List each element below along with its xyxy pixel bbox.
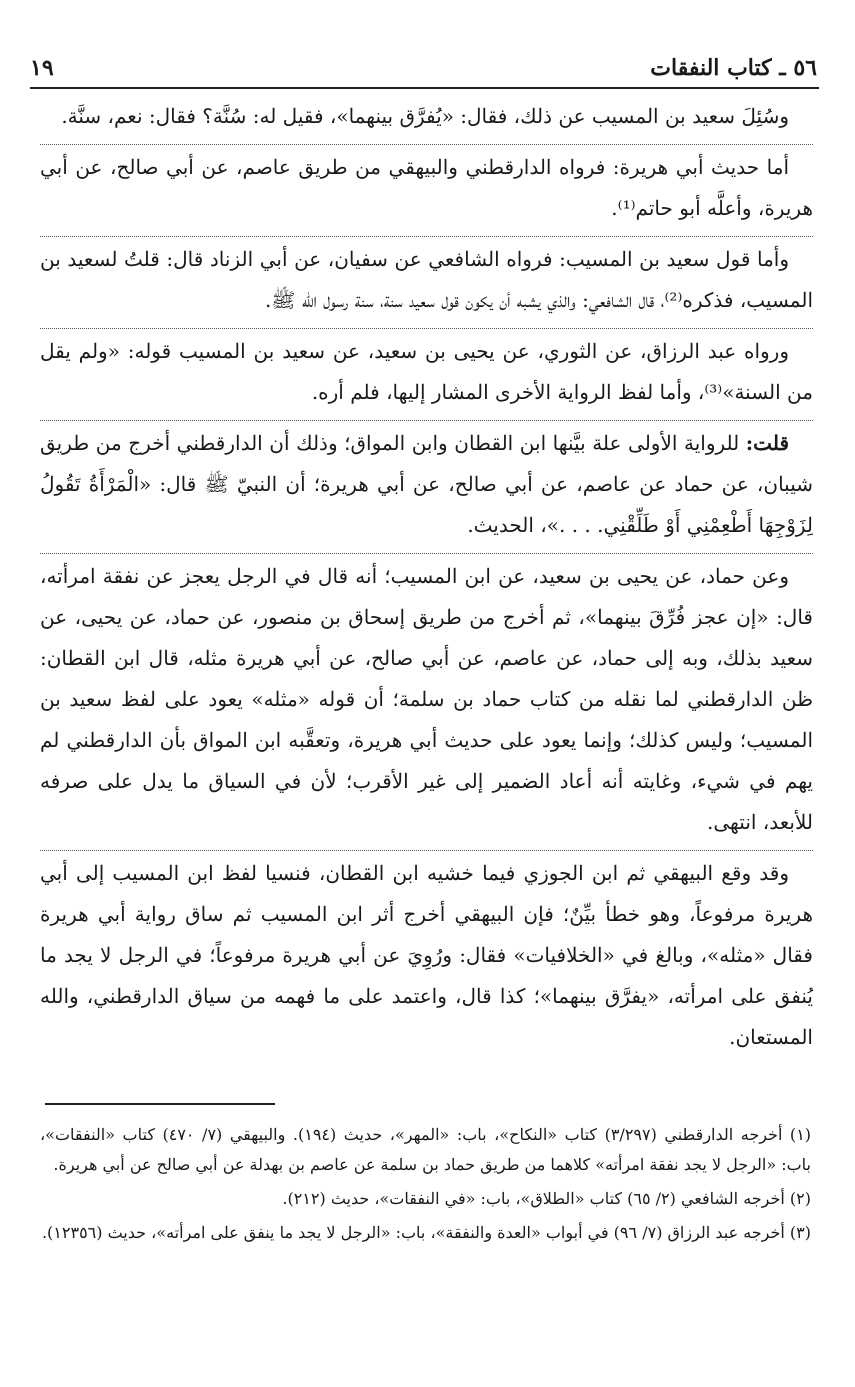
main-text bbox=[40, 96, 813, 1065]
page-number: ١٩ bbox=[30, 55, 54, 81]
paragraph-3: وأما قول سعيد بن المسيب: فرواه الشافعي عن سفيان، عن أبي الزناد قال: قلتُ لسعيد بن المسيب، فذكره⁽²⁾، قال الشافعي: والذي يشبه أن يكون قول سعيد سنة، سنة رسول الله ﷺ. bbox=[40, 236, 813, 321]
footnote-1: (١) أخرجه الدارقطني (٣/٢٩٧) كتاب «النكاح»، باب: «المهر»، حديث (١٩٤). والبيهقي (٧/ ٤٧٠) كتاب «النفقات»، باب: «الرجل لا يجد نفقة امرأته» كلاهما من طريق حماد بن سلمة عن عاصم بن بهدلة عن أبي صالح عن أبي هريرة. bbox=[40, 1125, 812, 1174]
paragraph-7: وقد وقع البيهقي ثم ابن الجوزي فيما خشيه ابن القطان، فنسيا لفظ ابن المسيب إلى أبي هريرة مرفوعاً، وهو خطأ بيِّنٌ؛ فإن البيهقي أخرج أثر ابن المسيب ثم ساق رواية أبي هريرة فقال «مثله»، وبالغ في «الخلافيات» فقال: ورُوِيَ عن أبي هريرة مرفوعاً؛ في الرجل لا يجد ما يُنفق على امرأته، «يفرَّق بينهما»؛ كذا قال، واعتمد على ما فهمه من سياق الدارقطني، والله المستعان. bbox=[40, 850, 813, 1058]
header-rule bbox=[30, 87, 819, 89]
paragraph-2: أما حديث أبي هريرة: فرواه الدارقطني والبيهقي من طريق عاصم، عن أبي صالح، عن أبي هريرة، وأعلَّه أبو حاتم⁽¹⁾. bbox=[40, 144, 813, 229]
paragraph-5-text: للرواية الأولى علة بيَّنها ابن القطان وابن المواق؛ وذلك أن الدارقطني أخرج من طريق شيبان، عن حماد عن عاصم، عن أبي صالح، عن أبي هريرة؛ أن النبيّ ﷺ قال: «الْمَرْأَةُ تَقُولُ لِزَوْجِهَا أَطْعِمْنِي أَوْ طَلِّقْنِي. . . .»، الحديث. bbox=[40, 431, 813, 537]
paragraph-5 bbox=[40, 420, 813, 546]
chapter-title: ٥٦ ـ كتاب النفقات bbox=[650, 55, 817, 81]
paragraph-6: وعن حماد، عن يحيى بن سعيد، عن ابن المسيب؛ أنه قال في الرجل يعجز عن نفقة امرأته، قال: «إن عجز فُرِّقَ بينهما»، ثم أخرج من طريق إسحاق بن منصور، عن حماد، عن يحيى، عن سعيد بذلك، وبه إلى حماد، عن عاصم، عن أبي صالح، عن أبي هريرة مثله، قال ابن القطان: ظن الدارقطني لما نقله من كتاب حماد بن سلمة؛ أن قوله «مثله» يعود على لفظ سعيد بن المسيب؛ وليس كذلك؛ وإنما يعود على حديث أبي هريرة، وتعقَّبه ابن المواق بأن الدارقطني لم يهم في شيء، وغايته أنه أعاد الضمير إلى غير الأقرب؛ لأن في السياق ما يدل على صرفه للأبعد، انتهى. bbox=[40, 553, 813, 843]
qultu-label: قلت: bbox=[745, 431, 789, 455]
footnotes bbox=[40, 1120, 811, 1252]
paragraph-1: وسُئِلَ سعيد بن المسيب عن ذلك، فقال: «يُفرَّق بينهما»، فقيل له: سُنَّة؟ فقال: نعم، سنَّة. bbox=[61, 104, 789, 128]
page-header bbox=[30, 50, 817, 86]
footnote-3: (٣) أخرجه عبد الرزاق (٧/ ٩٦) في أبواب «العدة والنفقة»، باب: «الرجل لا يجد ما ينفق على امرأته»، حديث (١٢٣٥٦). bbox=[41, 1223, 811, 1242]
footnote-rule bbox=[45, 1103, 275, 1105]
paragraph-4: ورواه عبد الرزاق، عن الثوري، عن يحيى بن سعيد، عن سعيد بن المسيب قوله: «ولم يقل من السنة»⁽³⁾، وأما لفظ الرواية الأخرى المشار إليها، فلم أره. bbox=[40, 328, 813, 413]
footnote-2: (٢) أخرجه الشافعي (٢/ ٦٥) كتاب «الطلاق»، باب: «في النفقات»، حديث (٢١٢). bbox=[282, 1189, 811, 1208]
